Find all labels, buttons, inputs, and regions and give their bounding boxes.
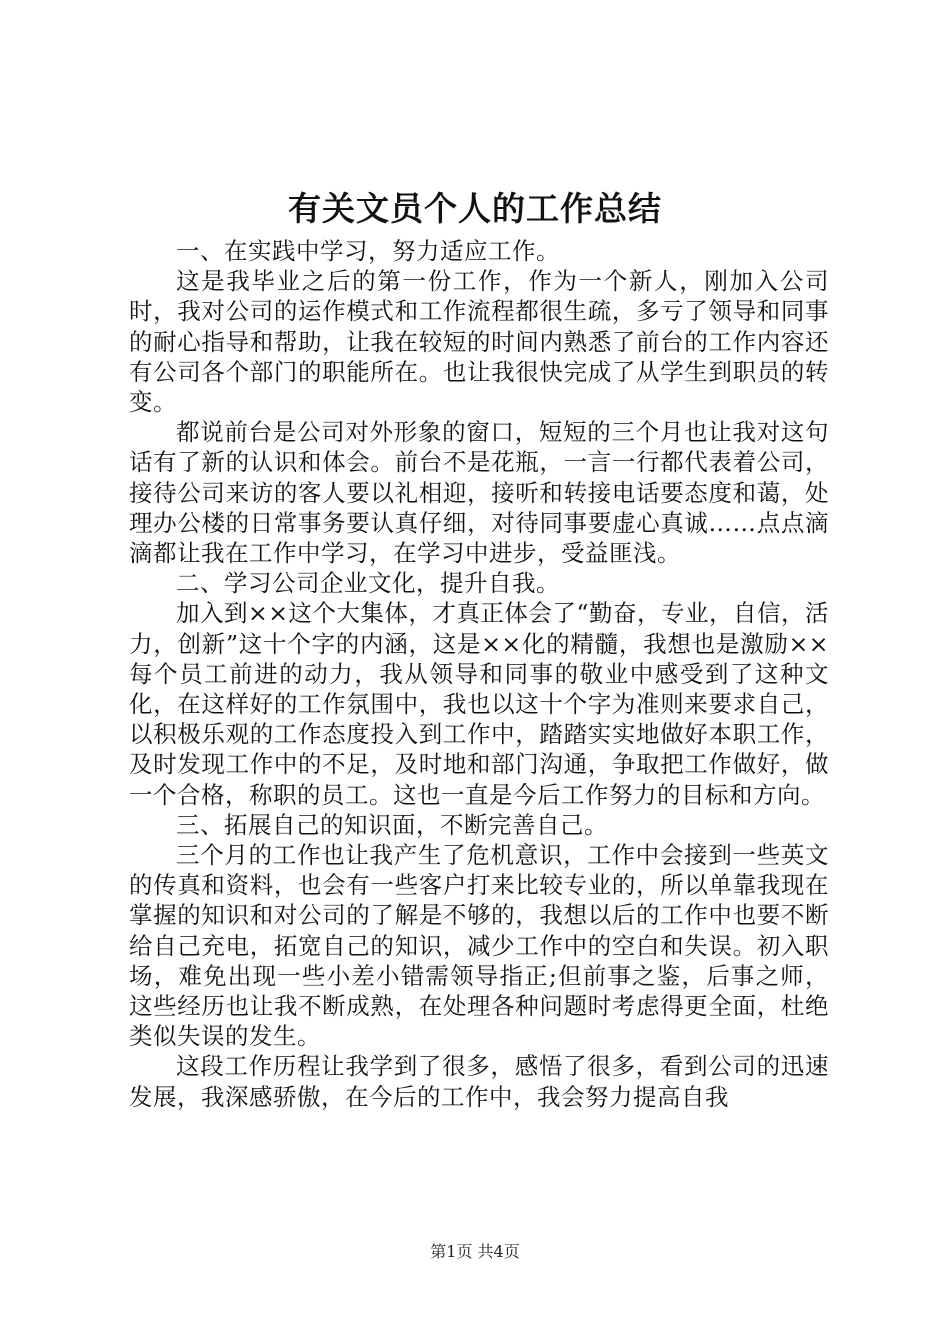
paragraph: 这是我毕业之后的第一份工作，作为一个新人，刚加入公司时，我对公司的运作模式和工作流程都很生疏，多亏了领导和同事的耐心指导和帮助，让我在较短的时间内熟悉了前台的工作内容还有公司各个部门的职能所在。也让我很快完成了从学生到职员的转变。 xyxy=(129,267,829,417)
document-body xyxy=(129,236,829,1112)
paragraph: 都说前台是公司对外形象的窗口，短短的三个月也让我对这句话有了新的认识和体会。前台不是花瓶，一言一行都代表着公司，接待公司来访的客人要以礼相迎，接听和转接电话要态度和蔼，处理办公楼的日常事务要认真仔细，对待同事要虚心真诚……点点滴滴都让我在工作中学习，在学习中进步，受益匪浅。 xyxy=(129,418,829,568)
section-heading-1: 一、在实践中学习，努力适应工作。 xyxy=(176,237,560,265)
paragraph: 三个月的工作也让我产生了危机意识，工作中会接到一些英文的传真和资料，也会有一些客户打来比较专业的，所以单靠我现在掌握的知识和对公司的了解是不够的，我想以后的工作中也要不断给自己充电，拓宽自己的知识，减少工作中的空白和失误。初入职场，难免出现一些小差小错需领导指正;但前事之鉴，后事之师，这些经历也让我不断成熟，在处理各种问题时考虑得更全面，杜绝类似失误的发生。 xyxy=(129,841,829,1051)
document-title: 有关文员个人的工作总结 xyxy=(288,189,662,228)
page-number-footer: 第1页 共4页 xyxy=(430,1242,520,1261)
paragraph: 加入到××这个大集体，才真正体会了“勤奋，专业，自信，活力，创新”这十个字的内涵，这是××化的精髓，我想也是激励××每个员工前进的动力，我从领导和同事的敬业中感受到了这种文化，在这样好的工作氛围中，我也以这十个字为准则来要求自己，以积极乐观的工作态度投入到工作中，踏踏实实地做好本职工作，及时发现工作中的不足，及时地和部门沟通，争取把工作做好，做一个合格，称职的员工。这也一直是今后工作努力的目标和方向。 xyxy=(129,599,829,809)
paragraph: 这段工作历程让我学到了很多，感悟了很多，看到公司的迅速发展，我深感骄傲，在今后的工作中，我会努力提高自我 xyxy=(129,1052,829,1111)
section-heading-2: 二、学习公司企业文化，提升自我。 xyxy=(176,569,560,598)
section-heading-3: 三、拓展自己的知识面，不断完善自己。 xyxy=(176,810,608,839)
